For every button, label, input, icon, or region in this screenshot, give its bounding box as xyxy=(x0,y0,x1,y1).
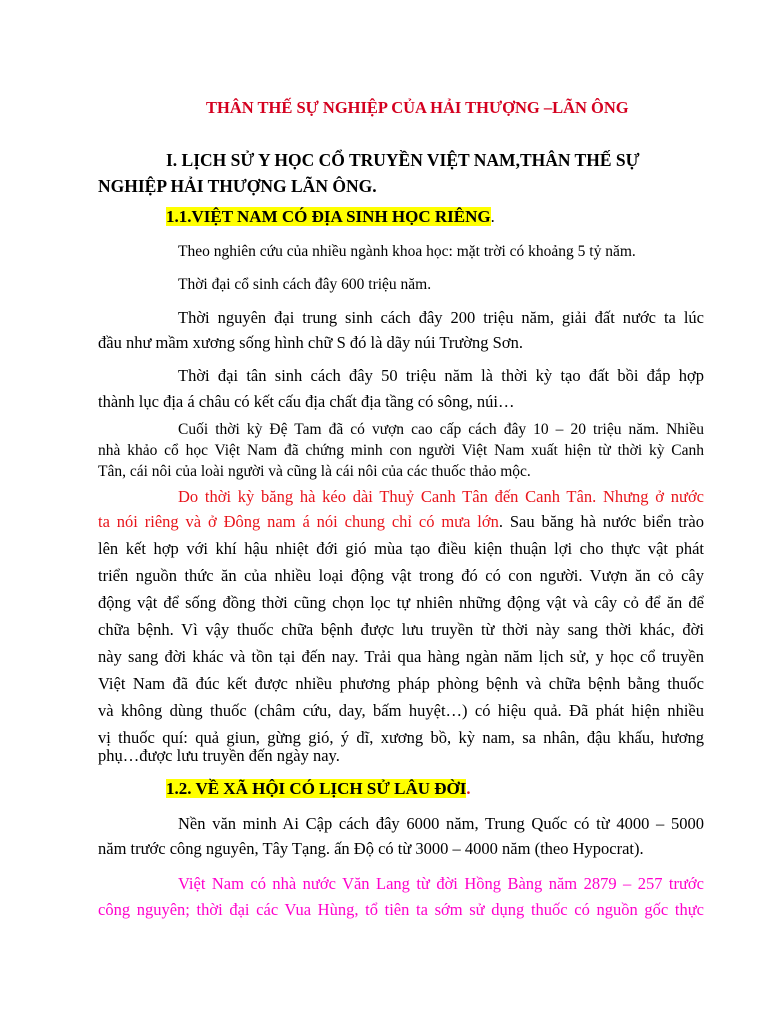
paragraph-3-line-1: Thời nguyên đại trung sinh cách đây 200 triệu năm, giải đất nước ta lúc xyxy=(178,308,704,327)
document-title: THÂN THẾ SỰ NGHIỆP CỦA HẢI THƯỢNG –LÃN ÔNG xyxy=(206,98,629,117)
paragraph-3-line-2: đầu như mầm xương sống hình chữ S đó là dãy núi Trường Sơn. xyxy=(98,333,523,352)
paragraph-4-line-1: Thời đại tân sinh cách đây 50 triệu năm là thời kỳ tạo đất bồi đắp hợp xyxy=(178,366,704,385)
paragraph-6-line-11: phụ…được lưu truyền đến ngày nay. xyxy=(98,746,340,765)
paragraph-5-line-1: Cuối thời kỳ Đệ Tam đã có vượn cao cấp cách đây 10 – 20 triệu năm. Nhiều xyxy=(178,421,704,438)
section-heading-line-1: I. LỊCH SỬ Y HỌC CỔ TRUYỀN VIỆT NAM,THÂN THẾ SỰ xyxy=(166,150,640,170)
paragraph-6-line-5: động vật để sống đồng thời cũng chọn lọc tự nhiên những động vật và cây cỏ để ăn để xyxy=(98,593,704,612)
paragraph-1: Theo nghiên cứu của nhiều ngành khoa học: mặt trời có khoảng 5 tỷ năm. xyxy=(178,243,636,260)
paragraph-7-line-2: năm trước công nguyên, Tây Tạng. ấn Độ có từ 3000 – 4000 năm (theo Hypocrat). xyxy=(98,839,644,858)
paragraph-6-line-1: Do thời kỳ băng hà kéo dài Thuỷ Canh Tân đến Canh Tân. Nhưng ở nước xyxy=(178,487,704,506)
paragraph-2: Thời đại cổ sinh cách đây 600 triệu năm. xyxy=(178,276,432,293)
paragraph-5-line-3: Tân, cái nôi của loài người và cũng là cái nôi của các thuốc thảo mộc. xyxy=(98,463,531,480)
paragraph-8-line-1: Việt Nam có nhà nước Văn Lang từ đời Hồng Bàng năm 2879 – 257 trước xyxy=(178,874,704,893)
paragraph-6-line-3: lên kết hợp với khí hậu nhiệt đới gió mùa tạo điều kiện thuận lợi cho thực vật phát xyxy=(98,539,704,558)
paragraph-7-line-1: Nền văn minh Ai Cập cách đây 6000 năm, Trung Quốc có từ 4000 – 5000 xyxy=(178,814,704,833)
subheading-1-2: 1.2. VỀ XÃ HỘI CÓ LỊCH SỬ LÂU ĐỜI. xyxy=(166,779,471,798)
paragraph-6-line-10: vị thuốc quí: quả giun, gừng gió, ý dĩ, xương bồ, kỳ nam, sa nhân, đậu khấu, hương xyxy=(98,728,704,747)
paragraph-6-line-2: ta nói riêng và ở Đông nam á nói chung chỉ có mưa lớn. Sau băng hà nước biển trào xyxy=(98,512,704,531)
subheading-1-1: 1.1.VIỆT NAM CÓ ĐỊA SINH HỌC RIÊNG. xyxy=(166,207,495,226)
paragraph-6-line-4: triển nguồn thức ăn của nhiều loại động vật trong đó có con người. Vượn ăn cỏ cây xyxy=(98,566,704,585)
paragraph-5-line-2: nhà khảo cổ học Việt Nam đã chứng minh con người Việt Nam xuất hiện từ thời kỳ Canh xyxy=(98,442,704,459)
paragraph-6-line-8: Việt Nam đã đúc kết được nhiều phương pháp phòng bệnh và chữa bệnh bằng thuốc xyxy=(98,674,704,693)
section-heading-line-2: NGHIỆP HẢI THƯỢNG LÃN ÔNG. xyxy=(98,176,377,196)
paragraph-6-line-6: chữa bệnh. Vì vậy thuốc chữa bệnh được lưu truyền từ thời này sang thời khác, đời xyxy=(98,620,704,639)
paragraph-4-line-2: thành lục địa á châu có kết cấu địa chất địa tầng có sông, núi… xyxy=(98,392,515,411)
paragraph-6-line-7: này sang đời khác và tồn tại đến nay. Trải qua hàng ngàn năm lịch sử, y học cổ truyền xyxy=(98,647,704,666)
paragraph-8-line-2: công nguyên; thời đại các Vua Hùng, tổ tiên ta sớm sử dụng thuốc có nguồn gốc thực xyxy=(98,900,704,919)
paragraph-6-line-9: và không dùng thuốc (châm cứu, day, bấm huyệt…) có hiệu quả. Đã phát hiện nhiều xyxy=(98,701,704,720)
